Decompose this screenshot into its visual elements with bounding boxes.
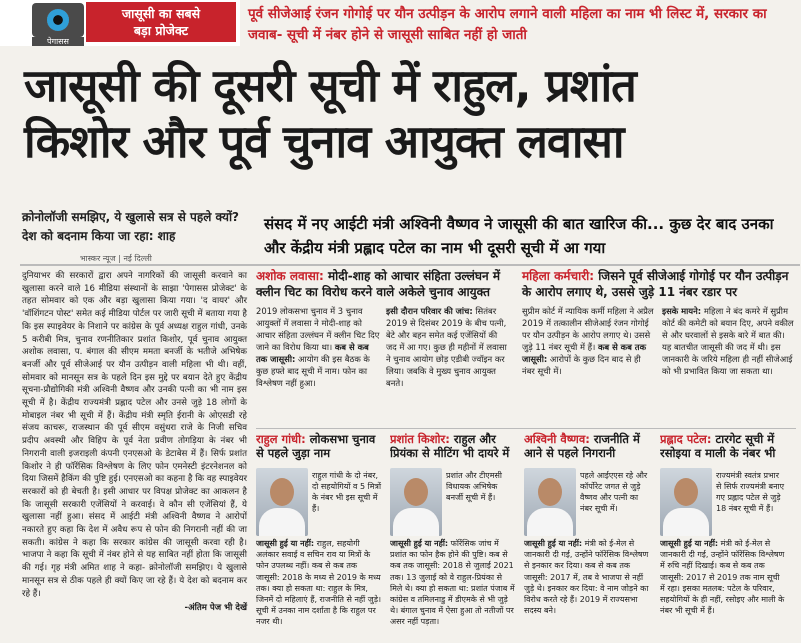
card-text: फॉरेंसिक जांच में प्रशांत का फोन हैक होने की पुष्टि। कब से कब तक जासूसी: 2018 से जुलाई 2021 तक। 13 जुलाई को वे राहुल-प्रियंका से मिले थे। क्या हो सकता था: प्रशांत पंजाब में कांग्रेस व तमिलनाडु में डीएमके से भी जुड़े थे। बंगाल चुनाव में ऐसा हुआ तो नतीजों पर असर नहीं पड़ता। bbox=[390, 539, 515, 627]
card-lead: जासूसी हुई या नहीं: bbox=[524, 539, 583, 548]
profile-card-prashant bbox=[390, 432, 516, 640]
logo-caption: पेगासस bbox=[32, 37, 84, 46]
card-label: राहुल गांधी: bbox=[256, 432, 306, 446]
employee-label: महिला कर्मचारी: bbox=[522, 269, 595, 283]
lavasa-body-1: 2019 लोकसभा चुनाव में 3 चुनाव आयुक्तों में लवासा ने मोदी-शाह को आचार संहिता उल्लंघन में क्लीन चिट दिए जाने का विरोध किया था। bbox=[256, 306, 380, 352]
card-heading: टारगेट सूची में रसोइया व माली के नंबर भी bbox=[660, 432, 776, 460]
card-lead: जासूसी हुई या नहीं: bbox=[660, 539, 719, 548]
card-lead: जासूसी हुई या नहीं: bbox=[390, 539, 449, 548]
employee-body-col-2 bbox=[662, 305, 794, 377]
main-headline bbox=[24, 58, 784, 170]
lavasa-body-col-1 bbox=[256, 305, 380, 389]
tagline-line-1: जासूसी का सबसे bbox=[121, 6, 201, 21]
continue-note: -अंतिम पेज भी देखें bbox=[184, 603, 247, 614]
card-heading: राजनीति में आने से पहले निगरानी bbox=[524, 432, 640, 460]
employee-body-1b: आरोपों के कुछ दिन बाद से ही नंबर सूची में। bbox=[522, 354, 641, 376]
card-title bbox=[660, 432, 786, 460]
card-heading: राहुल और प्रियंका से मीटिंग भी दायरे में bbox=[390, 432, 510, 460]
top-deck: पूर्व सीजेआई रंजन गोगोई पर यौन उत्पीड़न के आरोप लगाने वाली महिला का नाम भी लिस्ट में, सरकार का जवाब- सूची में नंबर होने से जासूसी साबित नहीं हो जाती bbox=[248, 6, 767, 43]
employee-headline bbox=[522, 268, 794, 300]
card-title bbox=[390, 432, 516, 460]
profile-card-vaishnaw bbox=[524, 432, 650, 640]
series-tagline bbox=[86, 2, 236, 42]
divider bbox=[256, 428, 796, 429]
lavasa-lead-1: कब से कब तक जासूसी: bbox=[256, 342, 369, 364]
card-heading: लोकसभा चुनाव से पहले जुड़ा नाम bbox=[256, 432, 376, 460]
chronology-quote: क्रोनोलॉजी समझिए, ये खुलासे सत्र से पहले क्यों? देश को बदनाम किया जा रहा: शाह bbox=[22, 210, 240, 243]
employee-body-1: सुप्रीम कोर्ट में न्यायिक कर्मी महिला ने अप्रैल 2019 में तत्कालीन सीजेआई रंजन गोगोई पर यौन उत्पीड़न के आरोप लगाए थे। उससे जुड़े 11 नंबर सूची में हैं। bbox=[522, 306, 654, 352]
card-label: अश्विनी वैष्णव: bbox=[524, 432, 590, 446]
card-lead: जासूसी हुई या नहीं: bbox=[256, 539, 315, 548]
employee-title: जिसने पूर्व सीजेआई गोगोई पर यौन उत्पीड़न के आरोप लगाए थे, उससे जुड़े 11 नंबर रडार पर bbox=[522, 269, 789, 299]
middle-deck: संसद में नए आईटी मंत्री अश्विनी वैष्णव ने जासूसी की बात खारिज की... कुछ देर बाद उनका और केंद्रीय मंत्री प्रह्लाद पटेल का नाम भी दूसरी सूची में आ गया bbox=[264, 215, 774, 257]
card-title bbox=[256, 432, 382, 460]
headline-line-2: किशोर और पूर्व चुनाव आयुक्त लवासा bbox=[24, 115, 624, 168]
employee-body-2: महिला ने बंद कमरे में सुप्रीम कोर्ट की कमेटी को बयान दिए, अपने वकील से और घरवालों से इसके बारे में बात की। यह बातचीत जासूसी की जद में थी। इस जानकारी के जरिये महिला ही नहीं सीजेआई को भी प्रभावित किया जा सकता था। bbox=[662, 306, 794, 376]
card-title bbox=[524, 432, 650, 460]
card-intro: राज्यमंत्री स्वतंत्र प्रभार से सिर्फ राज्यमंत्री बनाए गए प्रह्लाद पटेल से जुड़े 18 नंबर सूची में हैं। bbox=[716, 471, 785, 513]
lavasa-body-2: सितंबर 2019 से दिसंबर 2019 के बीच पत्नी, बेटे और बहन समेत कई एजेंसियों की जद में आ गए। कुछ ही महीनों में लवासा ने चुनाव आयोग छोड़ एडीबी ज्वॉइन कर लिया। जबकि वे मुख्य चुनाव आयुक्त बनते। bbox=[386, 306, 507, 388]
byline: भास्कर न्यूज | नई दिल्ली bbox=[80, 254, 152, 263]
lavasa-body-1b: आयोग की इस बैठक के कुछ हफ्ते बाद सूची में नाम। फोन का विश्लेषण नहीं हुआ। bbox=[256, 354, 370, 388]
lead-story-body: दुनियाभर की सरकारों द्वारा अपने नागरिकों की जासूसी करवाने का खुलासा करने वाले 16 मीडिया संस्थानों के साझा 'पेगासस प्रोजेक्ट' के तहत सोमवार को एक और बड़ा खुलासा किया गया। 'द वायर' और 'वॉशिंगटन पोस्ट' समेत कई मीडिया पोर्टल पर जारी सूची में बताया गया है कि इस स्पाइवेयर के निशाने पर कांग्रेस के पूर्व अध्यक्ष राहुल गांधी, उनके 5 करीबी मित्र, चुनाव रणनीतिकार प्रशांत किशोर, पूर्व चुनाव आयुक्त अशोक लवासा, प. बंगाल की सीएम ममता बनर्जी के भतीजे अभिषेक बनर्जी और पूर्व सीजेआई पर यौन उत्पीड़न वाली महिला भी थी। वहीं, सोमवार को मानसून सत्र के पहले दिन इस मुद्दे पर बयान देते हुए केंद्रीय सूचना-प्रौद्योगिकी मंत्री अश्विनी वैष्णव और उनकी पत्नी का भी नाम इस सूची में है। केंद्रीय राज्यमंत्री प्रह्लाद पटेल और उनसे जुड़े 18 लोगों के मोबाइल नंबर भी सूची में हैं। केंद्रीय मंत्री स्मृति ईरानी के ओएसडी रहे संजय काचरू, राजस्थान की पूर्व सीएम वसुंधरा राजे के निजी सचिव प्रदीप अवस्थी और विहिप के पूर्व नेता प्रवीण तोगड़िया के नंबर भी निगरानी वाली इजराइली कंपनी एनएसओ के डेटाबेस में हैं। सिर्फ प्रशांत किशोर ने ही फॉरेंसिक विश्लेषण के लिए फोन एमनेस्टी इंटरनेशनल को दिया जिसमें हैकिंग की पुष्टि हुई। एनएसओ का कहना है कि वह स्पाइवेयर सरकारों को ही बेचती है। इसी आधार पर विपक्ष प्रोजेक्ट का आकलन है कि जासूसी सरकारी एजेंसियों ने करवाई। वे कौन सी एजेंसियां हैं, ये खुलासा नहीं हुआ। संसद में आईटी मंत्री अश्विनी वैष्णव ने आरोपों नकारते हुए कहा कि देश में अवैध रूप से फोन की निगरानी नहीं की जा सकती। कांग्रेस ने कहा कि सरकार कांग्रेस की जासूसी करवा रही है। भाजपा ने कहा कि सूची में नंबर होने से यह साबित नहीं होता कि जासूसी की गई। गृह मंत्री अमित शाह ने कहा- क्रोनोलॉजी समझिए। ये खुलासे मानसून सत्र से ठीक पहले ही क्यों किए जा रहे हैं। ये देश को बदनाम कर रहे हैं। bbox=[22, 271, 247, 599]
employee-lead-1: कब से कब तक जासूसी: bbox=[522, 342, 647, 364]
employee-lead-2: इसके मायने: bbox=[662, 306, 702, 316]
card-text: राहुल, सहयोगी अलंकार सवाई व सचिन राव या मित्रों के फोन उपलब्ध नहीं। कब से कब तक जासूसी: 2018 के मध्य से 2019 के मध्य तक। क्या हो सकता था: राहुल के मित्र, जिनमें दो महिलाएं हैं, राजनीति से नहीं जुड़े। सूची में उनका नाम दर्शाता है कि राहुल पर नजर थी। bbox=[256, 539, 382, 627]
headline-line-1: जासूसी की दूसरी सूची में राहुल, प्रशांत bbox=[24, 59, 636, 112]
portrait-photo bbox=[660, 468, 712, 536]
profile-card-rahul bbox=[256, 432, 382, 640]
lavasa-body-col-2 bbox=[386, 305, 510, 389]
card-intro: राहुल गांधी के दो नंबर, दो सहयोगियों व 5 मित्रों के नंबर भी इस सूची में हैं। bbox=[312, 471, 382, 513]
card-body bbox=[524, 538, 650, 616]
employee-body-col-1 bbox=[522, 305, 654, 377]
card-text: मंत्री को ई-मेल से जानकारी दी गई, उन्होंने फॉरेंसिक विश्लेषण में रुचि नहीं दिखाई। कब से कब तक जासूसी: 2017 से 2019 तक नाम सूची में रहा। इसका मतलब: पटेल के परिवार, सहयोगियों के ही नहीं, रसोइए और माली के नंबर भी सूची में हैं। bbox=[660, 539, 785, 616]
lavasa-title: मोदी-शाह को आचार संहिता उल्लंघन में क्लीन चिट का विरोध करने वाले अकेले चुनाव आयुक्त bbox=[256, 269, 501, 299]
card-text: मंत्री को ई-मेल से जानकारी दी गई, उन्होंने फॉरेंसिक विश्लेषण से इनकार कर दिया। कब से कब तक जासूसी: 2017 में, तब वे भाजपा से नहीं जुड़े थे। इनकार कर दिया: वे नाम जोड़ने का विरोध करते रहे हैं। 2019 में राज्यसभा सदस्य बने। bbox=[524, 539, 649, 616]
card-body bbox=[390, 538, 516, 628]
lavasa-headline bbox=[256, 268, 510, 300]
eye-icon bbox=[32, 3, 84, 37]
card-intro: पहले आईएएस रहे और कॉर्पोरेट जगत से जुड़े वैष्णव और पत्नी का नंबर सूची में। bbox=[580, 471, 648, 513]
card-label: प्रशांत किशोर: bbox=[390, 432, 450, 446]
portrait-photo bbox=[390, 468, 442, 536]
card-label: प्रह्लाद पटेल: bbox=[660, 432, 712, 446]
portrait-photo bbox=[256, 468, 308, 536]
lead-story-column bbox=[22, 270, 247, 615]
card-intro: प्रशांत और टीएमसी विधायक अभिषेक बनर्जी सूची में हैं। bbox=[446, 471, 502, 502]
tagline-line-2: बड़ा प्रोजेक्ट bbox=[133, 23, 189, 38]
lavasa-label: अशोक लवासा: bbox=[256, 269, 324, 283]
card-body bbox=[660, 538, 786, 616]
portrait-photo bbox=[524, 468, 576, 536]
profile-card-patel bbox=[660, 432, 786, 640]
card-body bbox=[256, 538, 382, 628]
divider bbox=[20, 264, 800, 266]
lavasa-lead-2: इसी दौरान परिवार की जांच: bbox=[386, 306, 473, 316]
